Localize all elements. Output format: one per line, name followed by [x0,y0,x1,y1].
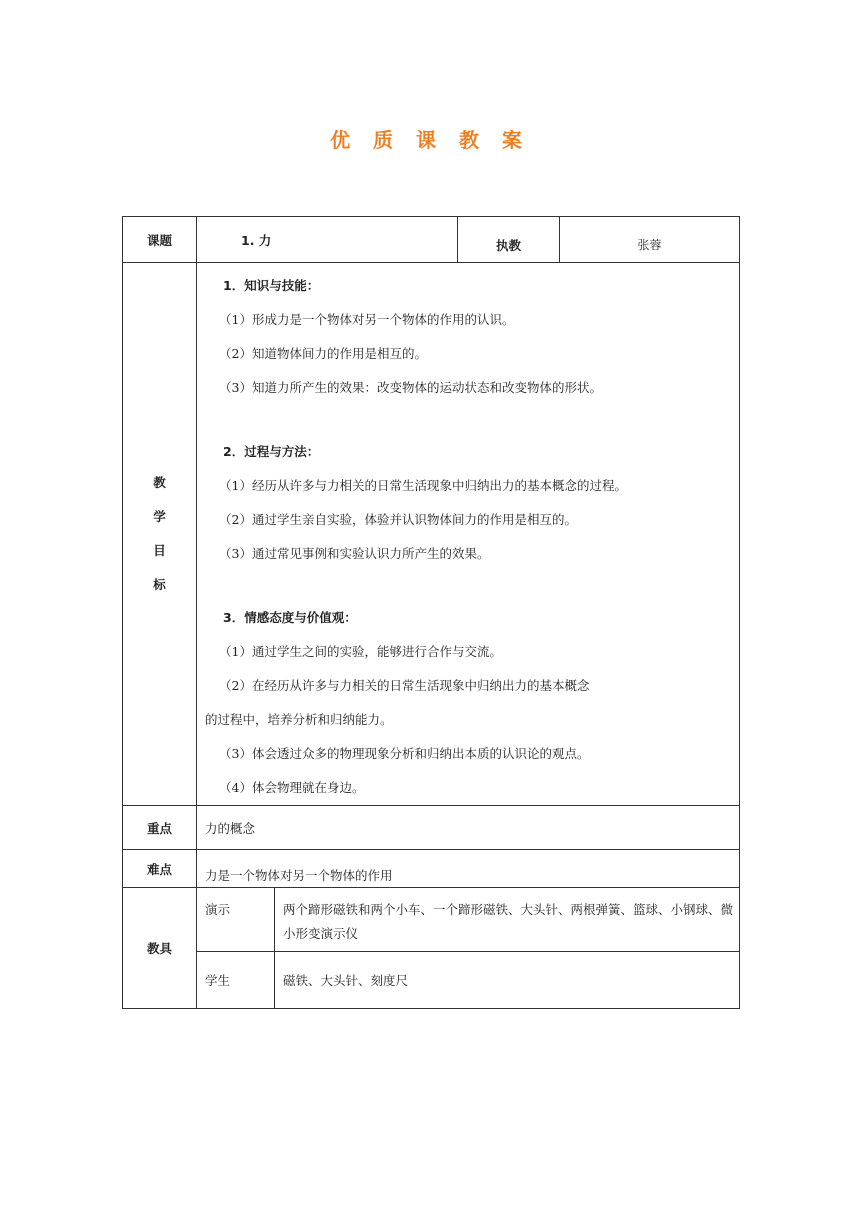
objective-item: （1）经历从许多与力相关的日常生活现象中归纳出力的基本概念的过程。 [219,478,627,493]
objective-item: （3）体会透过众多的物理现象分析和归纳出本质的认识论的观点。 [219,746,590,761]
objectives-label-char: 学 [153,509,166,524]
difficulty-row [123,850,740,888]
objectives-content [197,263,740,806]
objective-item: （1）形成力是一个物体对另一个物体的作用的认识。 [219,312,515,327]
topic-row [123,217,740,263]
topic-label: 课题 [123,217,197,263]
objective-item: （3）知道力所产生的效果：改变物体的运动状态和改变物体的形状。 [219,380,602,395]
demo-items: 两个蹄形磁铁和两个小车、一个蹄形磁铁、大头针、两根弹簧、篮球、小钢球、微小形变演示仪 [275,888,740,952]
topic-value [197,217,458,263]
objective-item: （1）通过学生之间的实验，能够进行合作与交流。 [219,644,502,659]
objective-item: （2）通过学生亲自实验，体验并认识物体间力的作用是相互的。 [219,512,577,527]
lesson-plan-table [122,216,740,1009]
section-spacer [205,571,729,601]
difficulty-value: 力是一个物体对另一个物体的作用 [197,850,740,888]
objectives-label-char: 教 [153,475,166,490]
teacher-label: 执教 [458,217,560,263]
objectives-label-char: 标 [153,577,166,592]
section-spacer [205,405,729,435]
section-heading: 3．情感态度与价值观： [223,610,357,625]
key-point-label: 重点 [123,806,197,850]
difficulty-label: 难点 [123,850,197,888]
demo-label: 演示 [197,888,275,952]
equipment-label: 教具 [123,888,197,1009]
page-title: 优 质 课 教 案 [330,128,530,152]
objectives-row [123,263,740,806]
key-point-row [123,806,740,850]
section-heading: 2．过程与方法： [223,444,320,459]
equipment-student-row [123,952,740,1009]
key-point-value: 力的概念 [197,806,740,850]
objectives-label [123,263,197,806]
objective-item: （2）知道物体间力的作用是相互的。 [219,346,427,361]
equipment-demo-row [123,888,740,952]
objective-item: （4）体会物理就在身边。 [219,780,365,795]
objective-item: （2）在经历从许多与力相关的日常生活现象中归纳出力的基本概念 [219,678,590,693]
objective-item: （3）通过常见事例和实验认识力所产生的效果。 [219,546,490,561]
objective-item-continuation: 的过程中，培养分析和归纳能力。 [205,712,393,727]
student-items: 磁铁、大头针、刻度尺 [275,952,740,1009]
section-heading: 1．知识与技能： [223,278,320,293]
teacher-name: 张蓉 [560,217,740,263]
student-label: 学生 [197,952,275,1009]
topic-value-text: 1. 力 [241,232,272,248]
objectives-label-char: 目 [153,543,166,558]
